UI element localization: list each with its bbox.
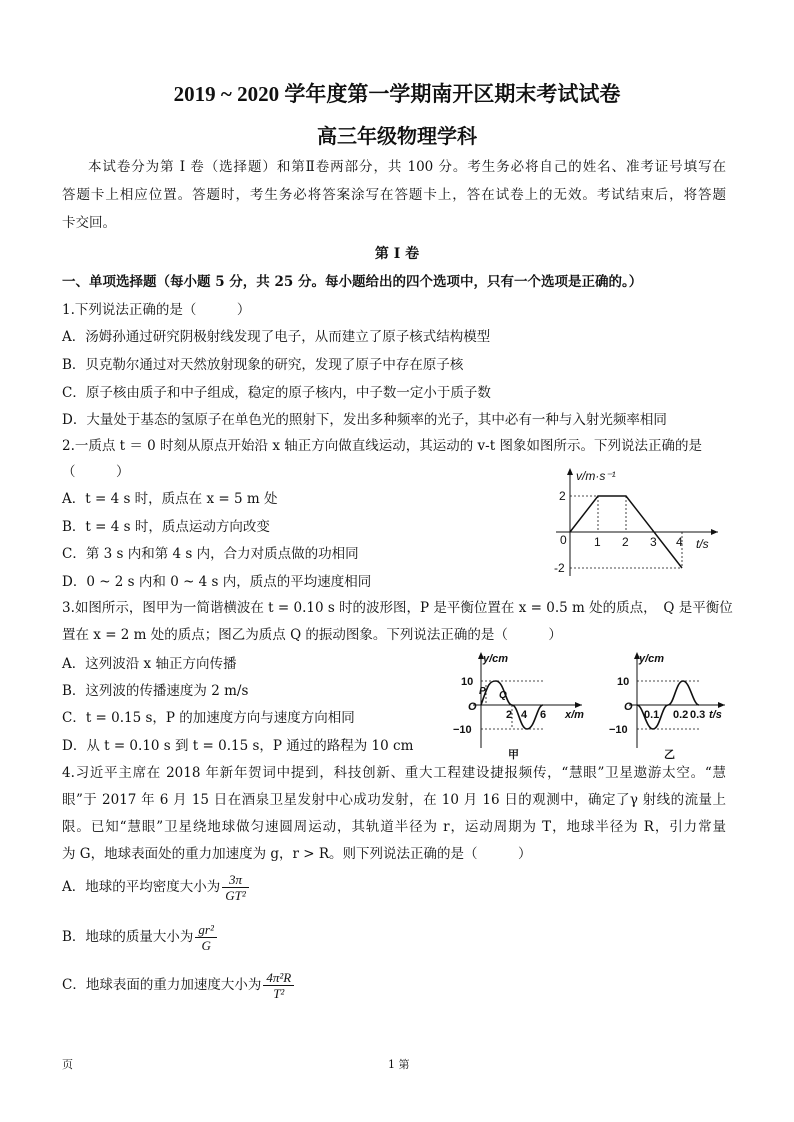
- q3-jia-origin: O: [468, 701, 477, 713]
- q4-option-b-denominator: G: [201, 938, 211, 953]
- q2-option-a: A．t = 4 s 时，质点在 x = 5 m 处: [62, 491, 278, 507]
- q2-graph-ytick-neg2: -2: [554, 561, 565, 575]
- q2-graph-xlabel: t/s: [696, 537, 709, 551]
- part-heading: 第 I 卷: [374, 246, 420, 262]
- q3-yi-origin: O: [624, 701, 633, 713]
- q1-option-b: B．贝克勒尔通过对天然放射现象的研究，发现了原子中存在原子核: [62, 357, 464, 373]
- q4-option-c: [62, 970, 294, 1001]
- q1-stem: 1.下列说法正确的是（ ）: [62, 302, 251, 318]
- q2-graph-xtick-4: 4: [676, 535, 683, 549]
- exam-subtitle: 高三年级物理学科: [317, 126, 477, 148]
- q4-option-b-fraction: [195, 922, 216, 953]
- q1-option-c: C．原子核由质子和中子组成，稳定的原子核内，中子数一定小于质子数: [62, 385, 491, 401]
- q2-stem: 2.一质点 t ＝ 0 时刻从原点开始沿 x 轴正方向做直线运动，其运动的 v-t 图象如图所示。下列说法正确的是: [62, 438, 702, 454]
- q4-line-2: 眼”于 2017 年 6 月 15 日在酒泉卫星发射中心成功发射，在 10 月 16 日的观测中，确定了γ 射线的流量上: [62, 792, 726, 808]
- intro-line-1: 本试卷分为第 I 卷（选择题）和第Ⅱ卷两部分，共 100 分。考生务必将自己的姓名、准考证号填写在: [88, 159, 726, 175]
- q4-option-c-denominator: T²: [273, 986, 285, 1001]
- q2-graph-xtick-3: 3: [650, 535, 657, 549]
- q2-option-c: C．第 3 s 内和第 4 s 内，合力对质点做的功相同: [62, 546, 359, 562]
- q3-stem-2: 置在 x = 2 m 处的质点；图乙为质点 Q 的振动图象。下列说法正确的是（ ）: [62, 627, 562, 643]
- q3-option-c: C．t = 0.15 s，P 的加速度方向与速度方向相同: [62, 710, 355, 726]
- q3-yi-xtick-01: 0.1: [644, 709, 660, 721]
- q3-yi-xtick-03: 0.3: [690, 709, 706, 721]
- q2-graph-ylabel: v/m·s⁻¹: [576, 469, 616, 483]
- q3-jia-label-p: P: [479, 686, 486, 697]
- q3-option-b: B．这列波的传播速度为 2 m/s: [62, 683, 249, 699]
- q4-line-1: 4.习近平主席在 2018 年新年贺词中提到，科技创新、重大工程建设捷报频传，“慧眼”卫星遨游太空。“慧: [62, 765, 726, 781]
- q4-option-c-fraction: [263, 970, 294, 1001]
- q4-option-c-numerator: 4π²R: [263, 970, 294, 986]
- q3-jia-xtick-2: 2: [506, 709, 513, 721]
- q3-yi-ylabel: y/cm: [639, 653, 665, 665]
- q3-option-a: A．这列波沿 x 轴正方向传播: [62, 656, 237, 672]
- q2-graph-origin: 0: [560, 533, 567, 547]
- intro-line-2: 答题卡上相应位置。答题时，考生务必将答案涂写在答题卡上，答在试卷上的无效。考试结束后，将答题: [62, 187, 726, 203]
- q2-paren: （ ）: [62, 464, 130, 480]
- q1-option-d: D．大量处于基态的氢原子在单色光的照射下，发出多种频率的光子，其中必有一种与入射光频率相同: [62, 412, 667, 428]
- q3-yi-xlabel: t/s: [709, 709, 722, 721]
- q3-option-d: D．从 t = 0.10 s 到 t = 0.15 s，P 通过的路程为 10 cm: [62, 738, 414, 754]
- q3-figure-yi: [604, 650, 730, 760]
- q2-graph-xtick-2: 2: [622, 535, 629, 549]
- q3-jia-ytick-10: 10: [461, 676, 474, 688]
- q4-option-b-numerator: gr²: [195, 922, 216, 938]
- q2-vt-graph: [548, 464, 728, 582]
- q4-option-a-denominator: GT²: [225, 888, 246, 903]
- q3-jia-ytick-neg10: −10: [453, 724, 472, 736]
- q4-option-a-fraction: [222, 872, 249, 903]
- q3-yi-xtick-02: 0.2: [673, 709, 689, 721]
- q4-option-c-text: C．地球表面的重力加速度大小为: [62, 977, 262, 993]
- q3-jia-caption: 甲: [508, 749, 519, 760]
- q3-stem-1: 3.如图所示，图甲为一简谐横波在 t = 0.10 s 时的波形图，P 是平衡位置在 x = 0.5 m 处的质点， Q 是平衡位: [62, 600, 733, 616]
- q1-option-a: A．汤姆孙通过研究阴极射线发现了电子，从而建立了原子核式结构模型: [62, 329, 491, 345]
- q3-figure-jia: [448, 650, 588, 760]
- intro-line-3: 卡交回。: [62, 215, 116, 231]
- q2-graph-xtick-1: 1: [594, 535, 601, 549]
- q4-option-a-numerator: 3π: [222, 872, 249, 888]
- footer-left: 页: [62, 1058, 73, 1071]
- q3-jia-label-q: Q: [499, 690, 507, 701]
- q3-yi-caption: 乙: [664, 749, 675, 760]
- q2-option-d: D．0 ~ 2 s 内和 0 ~ 4 s 内，质点的平均速度相同: [62, 574, 372, 590]
- q4-line-3: 限。已知“慧眼”卫星绕地球做匀速圆周运动，其轨道半径为 r，运动周期为 T，地球半径为 R，引力常量: [62, 819, 726, 835]
- q4-option-b-text: B．地球的质量大小为: [62, 929, 194, 945]
- q2-option-b: B．t = 4 s 时，质点运动方向改变: [62, 519, 270, 535]
- exam-title: 2019 ~ 2020 学年度第一学期南开区期末考试试卷: [173, 82, 621, 106]
- q3-yi-ytick-neg10: −10: [609, 724, 628, 736]
- q3-yi-ytick-10: 10: [617, 676, 630, 688]
- q3-jia-ylabel: y/cm: [483, 653, 509, 665]
- q4-line-4: 为 G，地球表面处的重力加速度为 g，r > R。则下列说法正确的是（ ）: [62, 846, 532, 862]
- q3-jia-xtick-6: 6: [540, 709, 547, 721]
- q4-option-a-text: A．地球的平均密度大小为: [62, 879, 221, 895]
- q4-option-b: [62, 922, 217, 953]
- section-heading: 一、单项选择题（每小题 5 分，共 25 分。每小题给出的四个选项中，只有一个选项是正确的。）: [62, 274, 643, 290]
- q3-jia-xlabel: x/m: [565, 709, 584, 721]
- q2-graph-ytick-2: 2: [559, 489, 566, 503]
- q3-jia-xtick-4: 4: [521, 709, 528, 721]
- q4-option-a: [62, 872, 249, 903]
- footer-page-number: 1 第: [388, 1058, 410, 1071]
